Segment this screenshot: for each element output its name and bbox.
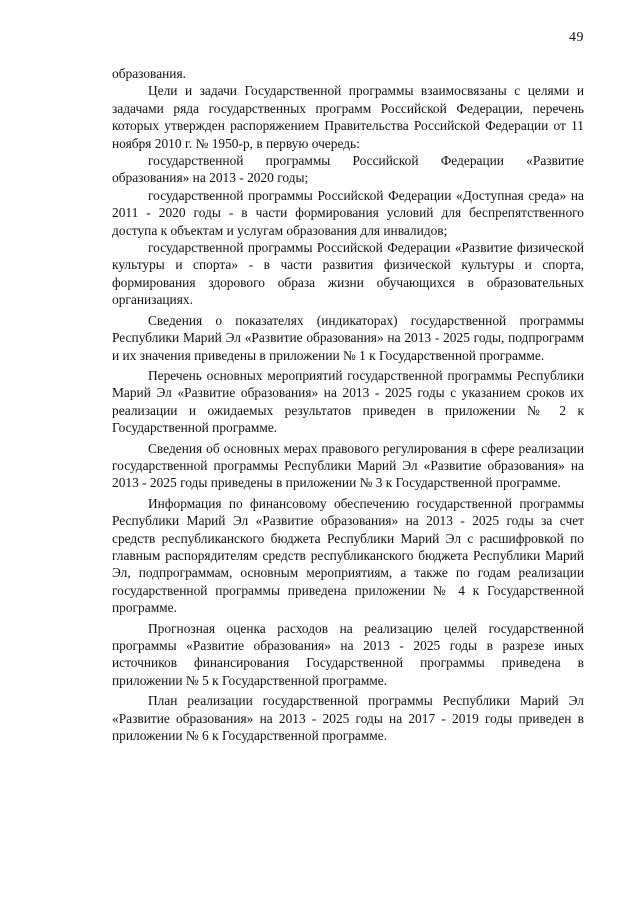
paragraph-implementation-plan: План реализации государственной программы Республики Марий Эл «Развитие образования» на 2013 - 2025 годы на 2017 - 2019 годы приведен в приложении № 6 к Государственной программе. <box>112 693 584 744</box>
paragraph-program-education: государственной программы Российской Федерации «Развитие образования» на 2013 - 2020 годы; <box>112 153 584 186</box>
paragraph-indicators: Сведения о показателях (индикаторах) государственной программы Республики Марий Эл «Развитие образования» на 2013 - 2025 годы, подпрограмм и их значения приведены в приложении № 1 к Государственной программе. <box>112 312 584 363</box>
paragraph-forecast: Прогнозная оценка расходов на реализацию целей государственной программы «Развитие образования» на 2013 - 2025 годы в разрезе иных источников финансирования Государственной программы приведена в приложении № 5 к Государственной программе. <box>112 620 584 688</box>
paragraph-goals-linkage: Цели и задачи Государственной программы взаимосвязаны с целями и задачами ряда государственных программ Российской Федерации, перечень которых утвержден распоряжением Правительства Российской Федерации от 11 ноября 2010 г. № 1950-р, в первую очередь: <box>112 83 584 151</box>
paragraph-continuation: образования. <box>112 66 186 81</box>
document-body <box>112 65 584 744</box>
paragraph-main-activities: Перечень основных мероприятий государственной программы Республики Марий Эл «Развитие образования» на 2013 - 2025 годы с указанием сроков их реализации и ожидаемых результатов приведен в приложении № 2 к Государственной программе. <box>112 367 584 436</box>
paragraph-program-accessible-environment: государственной программы Российской Федерации «Доступная среда» на 2011 - 2020 годы - в части формирования условий для беспрепятственного доступа к объектам и услугам образования для инвалидов; <box>112 187 584 238</box>
paragraph-financing: Информация по финансовому обеспечению государственной программы Республики Марий Эл «Развитие образования» на 2013 - 2025 годы за счет средств республиканского бюджета Республики Марий Эл с расшифровкой по главным распорядителям средств республиканского бюджета Республики Марий Эл, подпрограммам, основным мероприятиям, а также по годам реализации государственной программы приведена приложении № 4 к Государственной программе. <box>112 495 584 616</box>
paragraph-program-sport: государственной программы Российской Федерации «Развитие физической культуры и спорта» - в части развития физической культуры и спорта, формирования здорового образа жизни обучающихся в образовательных организациях. <box>112 240 584 308</box>
page-number: 49 <box>569 30 584 45</box>
paragraph-legal-regulation: Сведения об основных мерах правового регулирования в сфере реализации государственной программы Республики Марий Эл «Развитие образования» на 2013 - 2025 годы приведены в приложении № 3 к Государственной программе. <box>112 440 584 491</box>
